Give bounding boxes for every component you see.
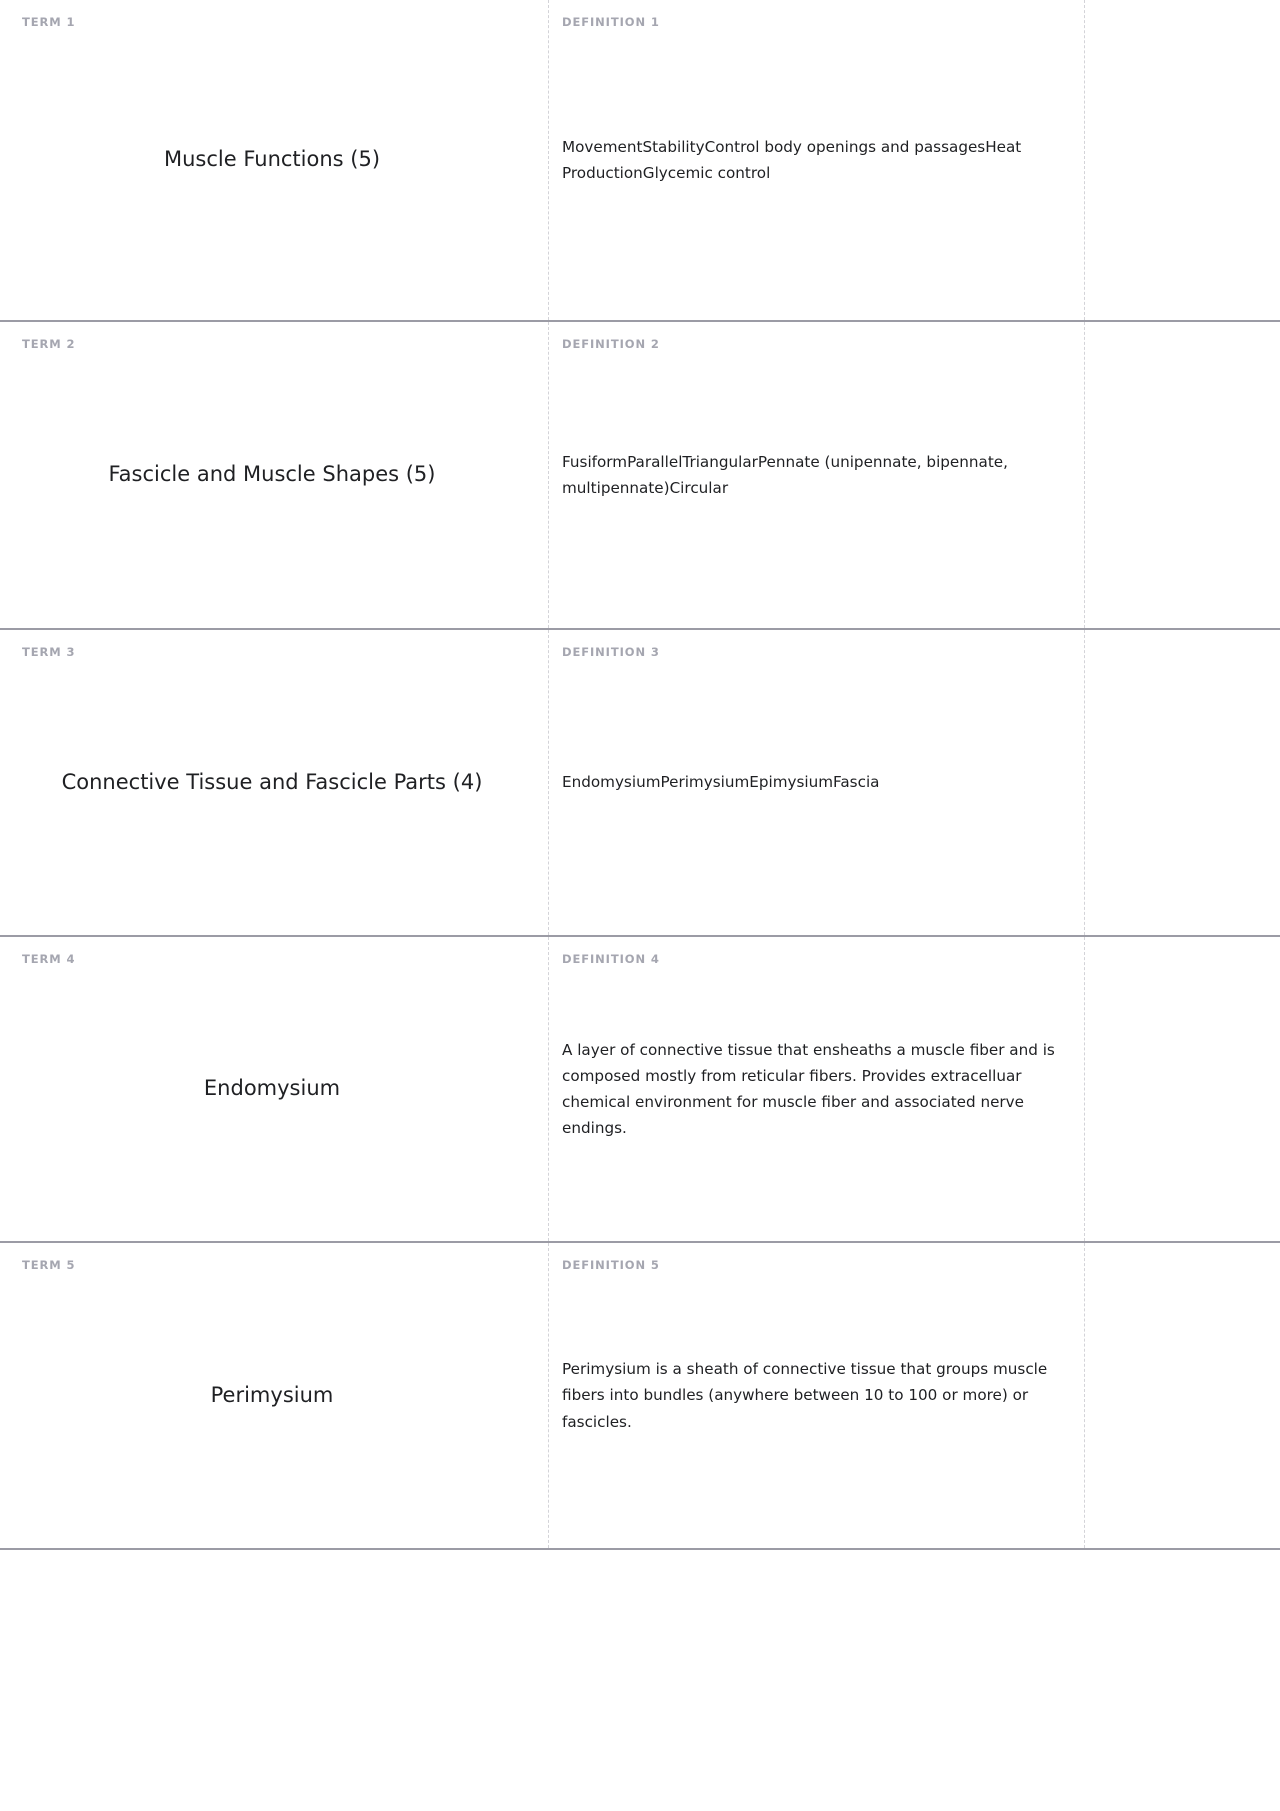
row-trailing-space <box>1085 1243 1280 1548</box>
flashcard-row[interactable] <box>0 320 1280 628</box>
term-label: TERM 1 <box>22 15 76 29</box>
term-text: Fascicle and Muscle Shapes (5) <box>108 462 436 487</box>
term-text-wrapper <box>22 1075 522 1103</box>
definition-text: A layer of connective tissue that ensheaths a muscle fiber and is composed mostly from reticular fibers. Provides extracelluar chemical environment for muscle fiber and associated nerve endings. <box>562 1040 1055 1138</box>
definition-text: Perimysium is a sheath of connective tissue that groups muscle fibers into bundles (anywhere between 10 to 100 or more) or fascicles. <box>562 1360 1048 1431</box>
definition-cell[interactable] <box>548 1243 1085 1548</box>
page-bottom-space <box>0 1550 1280 1800</box>
row-trailing-space <box>1085 0 1280 320</box>
definition-label: DEFINITION 2 <box>562 337 660 351</box>
term-label: TERM 5 <box>22 1258 76 1272</box>
term-text-wrapper <box>22 1382 522 1410</box>
term-cell[interactable] <box>0 630 548 935</box>
definition-label: DEFINITION 1 <box>562 15 660 29</box>
term-text: Connective Tissue and Fascicle Parts (4) <box>61 769 483 794</box>
definition-label: DEFINITION 4 <box>562 952 660 966</box>
definition-cell[interactable] <box>548 630 1085 935</box>
definition-text: FusiformParallelTriangularPennate (unipennate, bipennate, multipennate)Circular <box>562 452 1008 497</box>
term-text: Endomysium <box>203 1076 341 1101</box>
term-cell[interactable] <box>0 0 548 320</box>
definition-cell[interactable] <box>548 937 1085 1241</box>
definition-cell[interactable] <box>548 0 1085 320</box>
term-cell[interactable] <box>0 1243 548 1548</box>
term-cell[interactable] <box>0 937 548 1241</box>
term-text-wrapper <box>22 146 522 174</box>
definition-label: DEFINITION 3 <box>562 645 660 659</box>
definition-text: EndomysiumPerimysiumEpimysiumFascia <box>562 773 880 792</box>
term-text-wrapper <box>22 461 522 489</box>
term-text-wrapper <box>22 769 522 797</box>
flashcard-row[interactable] <box>0 1241 1280 1548</box>
flashcard-row[interactable] <box>0 628 1280 935</box>
row-trailing-space <box>1085 937 1280 1241</box>
row-trailing-space <box>1085 630 1280 935</box>
term-label: TERM 2 <box>22 337 76 351</box>
flashcard-row[interactable] <box>0 935 1280 1241</box>
flashcard-row[interactable] <box>0 0 1280 320</box>
term-cell[interactable] <box>0 322 548 628</box>
term-label: TERM 4 <box>22 952 76 966</box>
term-text: Perimysium <box>210 1382 334 1407</box>
definition-label: DEFINITION 5 <box>562 1258 660 1272</box>
definition-cell[interactable] <box>548 322 1085 628</box>
definition-text: MovementStabilityControl body openings and passagesHeat ProductionGlycemic control <box>562 137 1022 182</box>
row-trailing-space <box>1085 322 1280 628</box>
term-label: TERM 3 <box>22 645 76 659</box>
term-text: Muscle Functions (5) <box>163 147 381 172</box>
